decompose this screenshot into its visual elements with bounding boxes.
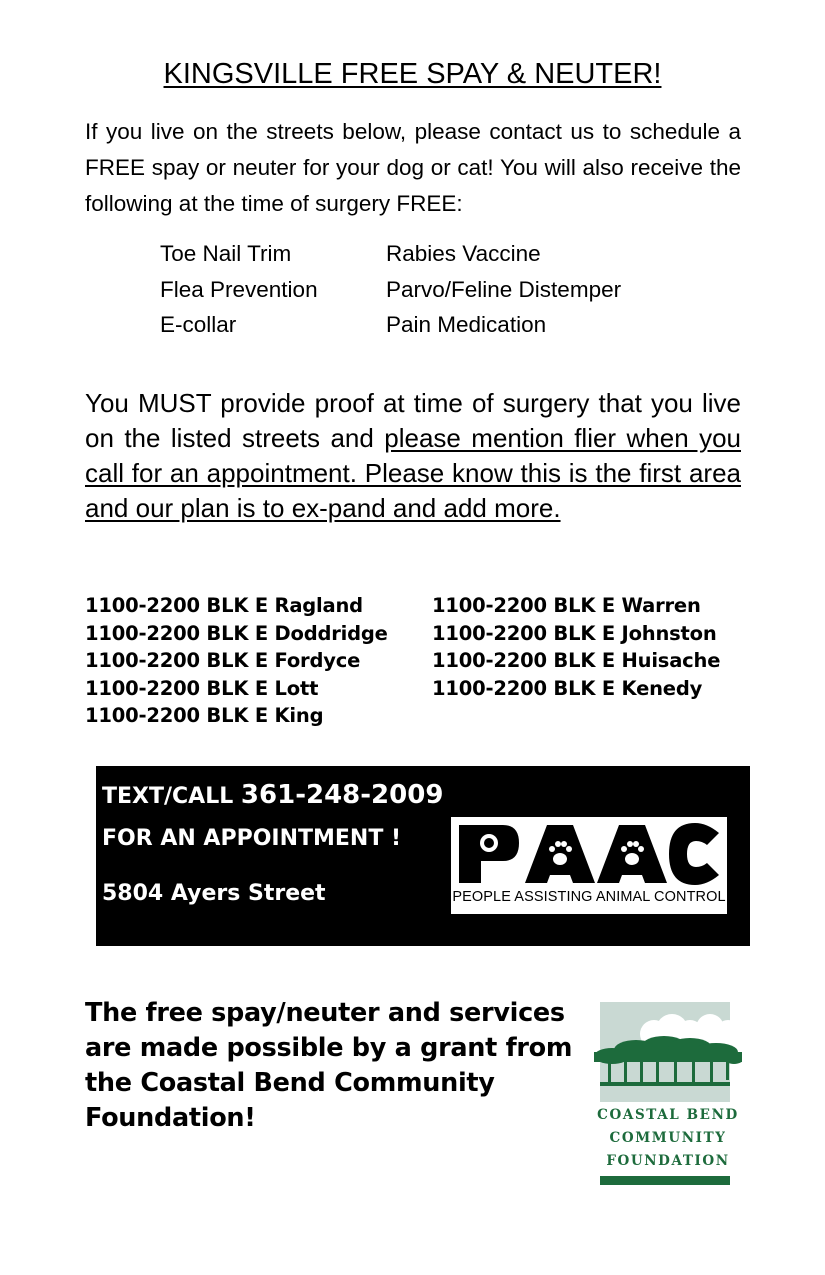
contact-panel: [96, 766, 750, 946]
service-item: E-collar: [160, 312, 237, 337]
street-item: 1100-2200 BLK E Fordyce: [85, 649, 361, 672]
cbcf-base-bar: [600, 1176, 730, 1185]
street-item: 1100-2200 BLK E Lott: [85, 676, 319, 700]
street-item: 1100-2200 BLK E Ragland: [85, 594, 363, 617]
appointment-line: FOR AN APPOINTMENT !: [102, 826, 402, 851]
cbcf-line1: COASTAL BEND: [597, 1107, 739, 1123]
notice-underlined-text: please mention flier when you call for an appointment. Please know this is the first area and our plan is to ex-pand and add more.: [85, 423, 741, 523]
cbcf-line3: FOUNDATION: [606, 1153, 730, 1169]
street-list: [85, 592, 765, 730]
call-label: TEXT/CALL: [102, 784, 234, 809]
intro-paragraph: If you live on the streets below, please contact us to schedule a FREE spay or neuter for your dog or cat! You will also receive the following at the time of surgery FREE:: [85, 119, 741, 216]
flyer-title: KINGSVILLE FREE SPAY & NEUTER!: [163, 58, 662, 90]
service-item: Rabies Vaccine: [386, 241, 541, 266]
street-item: 1100-2200 BLK E Huisache: [432, 649, 721, 672]
address-line: 5804 Ayers Street: [102, 881, 326, 906]
service-item: Flea Prevention: [160, 276, 318, 302]
tree-icon: [594, 1000, 742, 1106]
street-item: 1100-2200 BLK E Johnston: [432, 621, 717, 645]
service-item: Toe Nail Trim: [160, 241, 292, 266]
street-item: 1100-2200 BLK E Kenedy: [432, 676, 703, 700]
call-line: [102, 780, 443, 810]
notice-text: You MUST provide proof at time of surgery that you live on the listed streets and: [85, 388, 741, 453]
paac-logo: [451, 817, 727, 914]
street-item: 1100-2200 BLK E Warren: [432, 594, 701, 617]
services-list: [160, 236, 720, 343]
street-item: 1100-2200 BLK E King: [85, 704, 324, 727]
cbcf-logo: [594, 1000, 742, 1190]
street-item: 1100-2200 BLK E Doddridge: [85, 621, 388, 645]
proof-notice: [85, 386, 741, 526]
service-item: Parvo/Feline Distemper: [386, 276, 622, 302]
cbcf-line2: COMMUNITY: [609, 1130, 727, 1146]
grant-statement: The free spay/neuter and services are made possible by a grant from the Coastal Bend Community Foundation!: [85, 998, 573, 1133]
service-item: Pain Medication: [386, 312, 547, 337]
paac-caption: PEOPLE ASSISTING ANIMAL CONTROL: [452, 889, 726, 905]
phone-number: 361-248-2009: [240, 780, 444, 810]
